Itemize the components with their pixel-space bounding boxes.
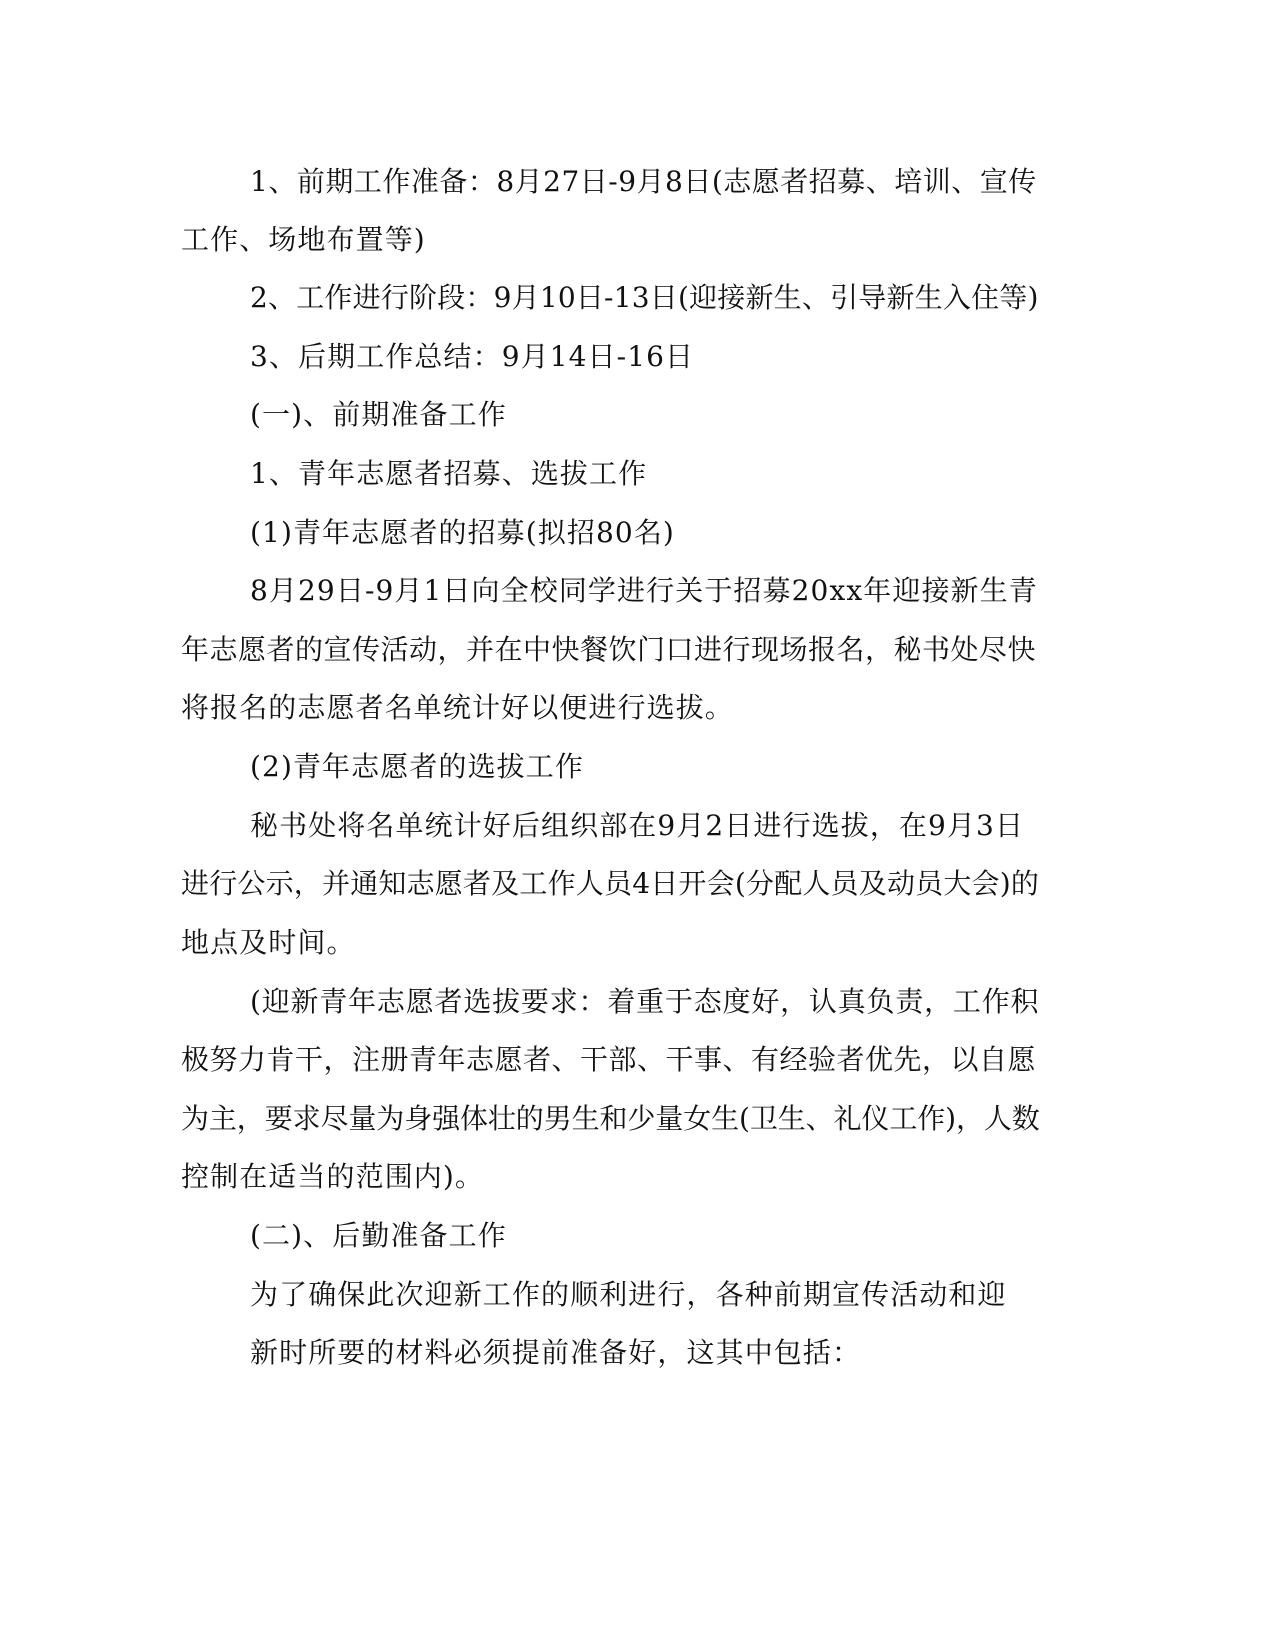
text-line: 3、后期工作总结：9月14日-16日 xyxy=(250,340,695,373)
text-line: 8月29日-9月1日向全校同学进行关于招募20xx年迎接新生青 xyxy=(250,574,1038,607)
section-heading: (二)、后勤准备工作 xyxy=(250,1219,507,1252)
text-line: 进行公示，并通知志愿者及工作人员4日开会(分配人员及动员大会)的 xyxy=(181,867,1040,900)
text-line: (迎新青年志愿者选拔要求：着重于态度好，认真负责，工作积 xyxy=(250,985,1040,1018)
text-line: 极努力肯干，注册青年志愿者、干部、干事、有经验者优先，以自愿 xyxy=(181,1043,1037,1076)
subsection-heading: 1、青年志愿者招募、选拔工作 xyxy=(250,457,648,490)
text-line: 地点及时间。 xyxy=(181,926,356,959)
text-line: 年志愿者的宣传活动，并在中快餐饮门口进行现场报名，秘书处尽快 xyxy=(181,633,1037,666)
text-line: 为了确保此次迎新工作的顺利进行，各种前期宣传活动和迎 xyxy=(250,1278,1007,1311)
item-heading: (2)青年志愿者的选拔工作 xyxy=(250,750,584,783)
text-line: 为主，要求尽量为身强体壮的男生和少量女生(卫生、礼仪工作)，人数 xyxy=(181,1102,1040,1135)
text-line: 2、工作进行阶段：9月10日-13日(迎接新生、引导新生入住等) xyxy=(250,281,1039,314)
text-line: 新时所要的材料必须提前准备好，这其中包括： xyxy=(250,1336,862,1369)
text-line: 将报名的志愿者名单统计好以便进行选拔。 xyxy=(181,691,734,724)
text-line: 秘书处将名单统计好后组织部在9月2日进行选拔，在9月3日 xyxy=(250,809,1025,842)
text-line: 控制在适当的范围内)。 xyxy=(181,1160,485,1193)
item-heading: (1)青年志愿者的招募(拟招80名) xyxy=(250,516,675,549)
section-heading: (一)、前期准备工作 xyxy=(250,398,507,431)
text-line: 工作、场地布置等) xyxy=(181,223,426,256)
text-line: 1、前期工作准备：8月27日-9月8日(志愿者招募、培训、宣传 xyxy=(250,165,1037,198)
